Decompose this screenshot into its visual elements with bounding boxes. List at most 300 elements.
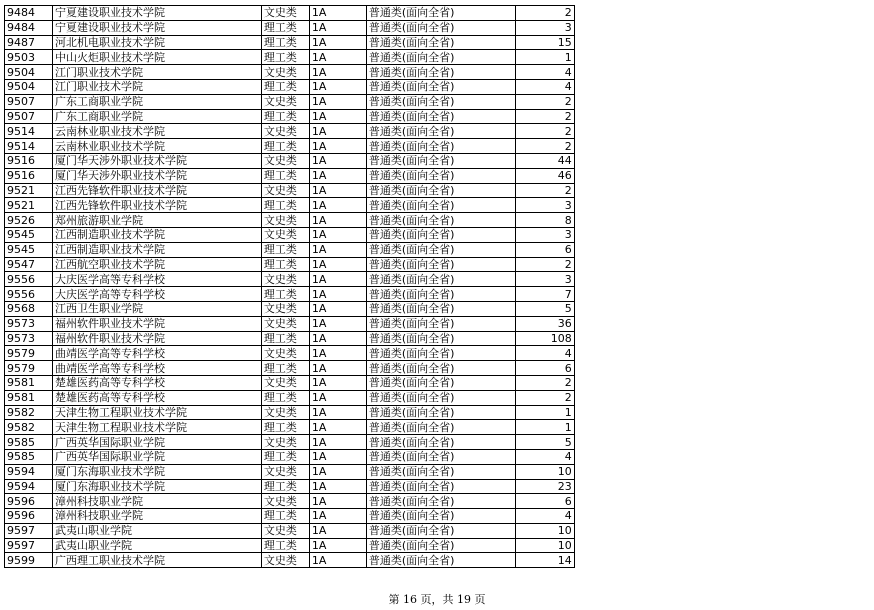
blank-cell xyxy=(574,509,874,524)
category-cell: 理工类 xyxy=(261,168,309,183)
blank-cell xyxy=(574,109,874,124)
quota-cell: 1 xyxy=(515,420,574,435)
table-row xyxy=(5,553,874,568)
school-name-cell: 江西先锋软件职业技术学院 xyxy=(52,183,261,198)
school-code-cell: 9581 xyxy=(5,375,53,390)
table-row xyxy=(5,213,874,228)
school-code-cell: 9556 xyxy=(5,287,53,302)
school-name-cell: 广东工商职业学院 xyxy=(52,109,261,124)
plan-type-cell: 普通类(面向全省) xyxy=(366,6,515,21)
batch-cell: 1A xyxy=(309,183,366,198)
category-cell: 理工类 xyxy=(261,390,309,405)
school-code-cell: 9484 xyxy=(5,6,53,21)
plan-type-cell: 普通类(面向全省) xyxy=(366,509,515,524)
quota-cell: 6 xyxy=(515,361,574,376)
quota-cell: 23 xyxy=(515,479,574,494)
blank-cell xyxy=(574,390,874,405)
blank-cell xyxy=(574,35,874,50)
category-cell: 文史类 xyxy=(261,375,309,390)
blank-cell xyxy=(574,301,874,316)
category-cell: 文史类 xyxy=(261,464,309,479)
quota-cell: 14 xyxy=(515,553,574,568)
school-name-cell: 楚雄医药高等专科学校 xyxy=(52,390,261,405)
batch-cell: 1A xyxy=(309,523,366,538)
school-name-cell: 江门职业技术学院 xyxy=(52,65,261,80)
category-cell: 理工类 xyxy=(261,449,309,464)
school-code-cell: 9568 xyxy=(5,301,53,316)
batch-cell: 1A xyxy=(309,153,366,168)
school-code-cell: 9594 xyxy=(5,464,53,479)
category-cell: 理工类 xyxy=(261,257,309,272)
blank-cell xyxy=(574,257,874,272)
plan-type-cell: 普通类(面向全省) xyxy=(366,124,515,139)
plan-type-cell: 普通类(面向全省) xyxy=(366,449,515,464)
school-name-cell: 广西英华国际职业学院 xyxy=(52,435,261,450)
school-code-cell: 9507 xyxy=(5,109,53,124)
school-name-cell: 江西制造职业技术学院 xyxy=(52,227,261,242)
school-name-cell: 宁夏建设职业技术学院 xyxy=(52,20,261,35)
table-row xyxy=(5,50,874,65)
batch-cell: 1A xyxy=(309,50,366,65)
blank-cell xyxy=(574,464,874,479)
table-row xyxy=(5,346,874,361)
category-cell: 理工类 xyxy=(261,361,309,376)
quota-cell: 8 xyxy=(515,213,574,228)
category-cell: 理工类 xyxy=(261,242,309,257)
table-row xyxy=(5,316,874,331)
table-row xyxy=(5,35,874,50)
blank-cell xyxy=(574,183,874,198)
quota-cell: 2 xyxy=(515,109,574,124)
blank-cell xyxy=(574,272,874,287)
table-row xyxy=(5,494,874,509)
batch-cell: 1A xyxy=(309,139,366,154)
blank-cell xyxy=(574,346,874,361)
school-name-cell: 广西英华国际职业学院 xyxy=(52,449,261,464)
blank-cell xyxy=(574,153,874,168)
table-row xyxy=(5,435,874,450)
quota-cell: 10 xyxy=(515,538,574,553)
category-cell: 文史类 xyxy=(261,346,309,361)
blank-cell xyxy=(574,50,874,65)
school-name-cell: 云南林业职业技术学院 xyxy=(52,124,261,139)
school-code-cell: 9596 xyxy=(5,509,53,524)
table-row xyxy=(5,153,874,168)
plan-type-cell: 普通类(面向全省) xyxy=(366,538,515,553)
category-cell: 文史类 xyxy=(261,435,309,450)
table-row xyxy=(5,257,874,272)
table-row xyxy=(5,198,874,213)
category-cell: 文史类 xyxy=(261,553,309,568)
table-row xyxy=(5,272,874,287)
school-name-cell: 江西制造职业技术学院 xyxy=(52,242,261,257)
school-code-cell: 9579 xyxy=(5,346,53,361)
category-cell: 文史类 xyxy=(261,153,309,168)
category-cell: 文史类 xyxy=(261,65,309,80)
quota-cell: 5 xyxy=(515,435,574,450)
table-row xyxy=(5,242,874,257)
category-cell: 理工类 xyxy=(261,479,309,494)
batch-cell: 1A xyxy=(309,346,366,361)
quota-cell: 6 xyxy=(515,242,574,257)
table-row xyxy=(5,390,874,405)
school-code-cell: 9594 xyxy=(5,479,53,494)
plan-type-cell: 普通类(面向全省) xyxy=(366,479,515,494)
plan-type-cell: 普通类(面向全省) xyxy=(366,198,515,213)
school-code-cell: 9507 xyxy=(5,94,53,109)
table-row xyxy=(5,6,874,21)
table-row xyxy=(5,109,874,124)
blank-cell xyxy=(574,20,874,35)
quota-cell: 2 xyxy=(515,6,574,21)
school-code-cell: 9582 xyxy=(5,420,53,435)
quota-cell: 36 xyxy=(515,316,574,331)
plan-type-cell: 普通类(面向全省) xyxy=(366,272,515,287)
plan-type-cell: 普通类(面向全省) xyxy=(366,420,515,435)
table-row xyxy=(5,79,874,94)
table-row xyxy=(5,124,874,139)
blank-cell xyxy=(574,168,874,183)
school-code-cell: 9545 xyxy=(5,227,53,242)
category-cell: 理工类 xyxy=(261,20,309,35)
quota-cell: 1 xyxy=(515,50,574,65)
table-row xyxy=(5,139,874,154)
batch-cell: 1A xyxy=(309,464,366,479)
table-row xyxy=(5,331,874,346)
batch-cell: 1A xyxy=(309,79,366,94)
school-code-cell: 9556 xyxy=(5,272,53,287)
blank-cell xyxy=(574,331,874,346)
category-cell: 理工类 xyxy=(261,331,309,346)
plan-type-cell: 普通类(面向全省) xyxy=(366,375,515,390)
batch-cell: 1A xyxy=(309,168,366,183)
school-code-cell: 9484 xyxy=(5,20,53,35)
batch-cell: 1A xyxy=(309,375,366,390)
category-cell: 文史类 xyxy=(261,124,309,139)
category-cell: 理工类 xyxy=(261,139,309,154)
plan-type-cell: 普通类(面向全省) xyxy=(366,213,515,228)
plan-type-cell: 普通类(面向全省) xyxy=(366,287,515,302)
batch-cell: 1A xyxy=(309,20,366,35)
school-code-cell: 9516 xyxy=(5,168,53,183)
batch-cell: 1A xyxy=(309,65,366,80)
plan-type-cell: 普通类(面向全省) xyxy=(366,65,515,80)
school-code-cell: 9526 xyxy=(5,213,53,228)
blank-cell xyxy=(574,79,874,94)
quota-cell: 2 xyxy=(515,124,574,139)
blank-cell xyxy=(574,213,874,228)
plan-type-cell: 普通类(面向全省) xyxy=(366,79,515,94)
school-code-cell: 9521 xyxy=(5,198,53,213)
school-code-cell: 9514 xyxy=(5,124,53,139)
plan-type-cell: 普通类(面向全省) xyxy=(366,242,515,257)
category-cell: 理工类 xyxy=(261,538,309,553)
quota-cell: 3 xyxy=(515,227,574,242)
blank-cell xyxy=(574,139,874,154)
quota-cell: 2 xyxy=(515,94,574,109)
plan-type-cell: 普通类(面向全省) xyxy=(366,523,515,538)
school-name-cell: 厦门华天涉外职业技术学院 xyxy=(52,168,261,183)
category-cell: 理工类 xyxy=(261,50,309,65)
batch-cell: 1A xyxy=(309,301,366,316)
table-row xyxy=(5,464,874,479)
category-cell: 文史类 xyxy=(261,405,309,420)
blank-cell xyxy=(574,94,874,109)
quota-cell: 46 xyxy=(515,168,574,183)
blank-cell xyxy=(574,449,874,464)
quota-cell: 44 xyxy=(515,153,574,168)
page-footer: 第 16 页，共 19 页 xyxy=(388,593,486,606)
category-cell: 文史类 xyxy=(261,213,309,228)
plan-type-cell: 普通类(面向全省) xyxy=(366,257,515,272)
school-name-cell: 福州软件职业技术学院 xyxy=(52,316,261,331)
category-cell: 文史类 xyxy=(261,316,309,331)
batch-cell: 1A xyxy=(309,449,366,464)
batch-cell: 1A xyxy=(309,509,366,524)
school-name-cell: 天津生物工程职业技术学院 xyxy=(52,405,261,420)
table-row xyxy=(5,509,874,524)
school-name-cell: 楚雄医药高等专科学校 xyxy=(52,375,261,390)
batch-cell: 1A xyxy=(309,124,366,139)
plan-type-cell: 普通类(面向全省) xyxy=(366,390,515,405)
quota-cell: 4 xyxy=(515,509,574,524)
quota-cell: 2 xyxy=(515,390,574,405)
school-code-cell: 9599 xyxy=(5,553,53,568)
category-cell: 理工类 xyxy=(261,509,309,524)
quota-cell: 4 xyxy=(515,65,574,80)
school-code-cell: 9487 xyxy=(5,35,53,50)
table-row xyxy=(5,301,874,316)
table-row xyxy=(5,94,874,109)
plan-type-cell: 普通类(面向全省) xyxy=(366,109,515,124)
school-name-cell: 福州软件职业技术学院 xyxy=(52,331,261,346)
school-name-cell: 大庆医学高等专科学校 xyxy=(52,272,261,287)
plan-type-cell: 普通类(面向全省) xyxy=(366,405,515,420)
school-code-cell: 9585 xyxy=(5,435,53,450)
school-name-cell: 云南林业职业技术学院 xyxy=(52,139,261,154)
blank-cell xyxy=(574,375,874,390)
batch-cell: 1A xyxy=(309,331,366,346)
category-cell: 文史类 xyxy=(261,301,309,316)
blank-cell xyxy=(574,435,874,450)
plan-type-cell: 普通类(面向全省) xyxy=(366,50,515,65)
blank-cell xyxy=(574,494,874,509)
school-name-cell: 武夷山职业学院 xyxy=(52,523,261,538)
blank-cell xyxy=(574,361,874,376)
batch-cell: 1A xyxy=(309,109,366,124)
school-name-cell: 曲靖医学高等专科学校 xyxy=(52,361,261,376)
school-name-cell: 厦门东海职业技术学院 xyxy=(52,464,261,479)
plan-type-cell: 普通类(面向全省) xyxy=(366,35,515,50)
batch-cell: 1A xyxy=(309,405,366,420)
school-name-cell: 厦门东海职业技术学院 xyxy=(52,479,261,494)
batch-cell: 1A xyxy=(309,257,366,272)
plan-type-cell: 普通类(面向全省) xyxy=(366,346,515,361)
quota-cell: 2 xyxy=(515,375,574,390)
batch-cell: 1A xyxy=(309,94,366,109)
quota-cell: 3 xyxy=(515,272,574,287)
batch-cell: 1A xyxy=(309,553,366,568)
quota-cell: 10 xyxy=(515,464,574,479)
school-code-cell: 9585 xyxy=(5,449,53,464)
batch-cell: 1A xyxy=(309,287,366,302)
table-row xyxy=(5,183,874,198)
category-cell: 理工类 xyxy=(261,35,309,50)
category-cell: 理工类 xyxy=(261,198,309,213)
school-code-cell: 9597 xyxy=(5,538,53,553)
table-row xyxy=(5,375,874,390)
school-name-cell: 武夷山职业学院 xyxy=(52,538,261,553)
category-cell: 文史类 xyxy=(261,94,309,109)
plan-type-cell: 普通类(面向全省) xyxy=(366,139,515,154)
category-cell: 文史类 xyxy=(261,272,309,287)
category-cell: 文史类 xyxy=(261,6,309,21)
plan-type-cell: 普通类(面向全省) xyxy=(366,183,515,198)
batch-cell: 1A xyxy=(309,198,366,213)
category-cell: 文史类 xyxy=(261,494,309,509)
blank-cell xyxy=(574,479,874,494)
batch-cell: 1A xyxy=(309,6,366,21)
batch-cell: 1A xyxy=(309,435,366,450)
school-code-cell: 9514 xyxy=(5,139,53,154)
plan-type-cell: 普通类(面向全省) xyxy=(366,464,515,479)
blank-cell xyxy=(574,287,874,302)
plan-type-cell: 普通类(面向全省) xyxy=(366,435,515,450)
category-cell: 文史类 xyxy=(261,227,309,242)
school-name-cell: 江西卫生职业学院 xyxy=(52,301,261,316)
school-name-cell: 曲靖医学高等专科学校 xyxy=(52,346,261,361)
school-code-cell: 9521 xyxy=(5,183,53,198)
table-row xyxy=(5,405,874,420)
category-cell: 理工类 xyxy=(261,109,309,124)
batch-cell: 1A xyxy=(309,35,366,50)
school-code-cell: 9516 xyxy=(5,153,53,168)
table-row xyxy=(5,287,874,302)
quota-cell: 4 xyxy=(515,346,574,361)
quota-cell: 4 xyxy=(515,79,574,94)
blank-cell xyxy=(574,523,874,538)
school-code-cell: 9581 xyxy=(5,390,53,405)
quota-cell: 3 xyxy=(515,20,574,35)
quota-cell: 7 xyxy=(515,287,574,302)
school-code-cell: 9597 xyxy=(5,523,53,538)
batch-cell: 1A xyxy=(309,390,366,405)
school-name-cell: 漳州科技职业学院 xyxy=(52,494,261,509)
school-name-cell: 江西先锋软件职业技术学院 xyxy=(52,198,261,213)
table-row xyxy=(5,538,874,553)
batch-cell: 1A xyxy=(309,420,366,435)
blank-cell xyxy=(574,65,874,80)
quota-cell: 2 xyxy=(515,183,574,198)
blank-cell xyxy=(574,124,874,139)
table-row xyxy=(5,20,874,35)
quota-cell: 3 xyxy=(515,198,574,213)
quota-cell: 2 xyxy=(515,139,574,154)
table-row xyxy=(5,65,874,80)
quota-cell: 5 xyxy=(515,301,574,316)
school-code-cell: 9596 xyxy=(5,494,53,509)
quota-cell: 1 xyxy=(515,405,574,420)
table-body xyxy=(5,6,874,568)
table-row xyxy=(5,227,874,242)
plan-type-cell: 普通类(面向全省) xyxy=(366,168,515,183)
plan-type-cell: 普通类(面向全省) xyxy=(366,361,515,376)
table-row xyxy=(5,361,874,376)
school-code-cell: 9573 xyxy=(5,316,53,331)
school-code-cell: 9573 xyxy=(5,331,53,346)
blank-cell xyxy=(574,242,874,257)
plan-type-cell: 普通类(面向全省) xyxy=(366,301,515,316)
plan-type-cell: 普通类(面向全省) xyxy=(366,494,515,509)
table-row xyxy=(5,420,874,435)
quota-cell: 108 xyxy=(515,331,574,346)
quota-cell: 4 xyxy=(515,449,574,464)
batch-cell: 1A xyxy=(309,538,366,553)
plan-type-cell: 普通类(面向全省) xyxy=(366,316,515,331)
blank-cell xyxy=(574,227,874,242)
blank-cell xyxy=(574,553,874,568)
table-row xyxy=(5,479,874,494)
batch-cell: 1A xyxy=(309,227,366,242)
school-name-cell: 天津生物工程职业技术学院 xyxy=(52,420,261,435)
table-row xyxy=(5,449,874,464)
plan-type-cell: 普通类(面向全省) xyxy=(366,153,515,168)
batch-cell: 1A xyxy=(309,242,366,257)
enrollment-table xyxy=(4,5,874,568)
category-cell: 文史类 xyxy=(261,523,309,538)
category-cell: 文史类 xyxy=(261,183,309,198)
table-row xyxy=(5,523,874,538)
blank-cell xyxy=(574,538,874,553)
batch-cell: 1A xyxy=(309,494,366,509)
quota-cell: 2 xyxy=(515,257,574,272)
blank-cell xyxy=(574,316,874,331)
school-name-cell: 漳州科技职业学院 xyxy=(52,509,261,524)
school-code-cell: 9582 xyxy=(5,405,53,420)
plan-type-cell: 普通类(面向全省) xyxy=(366,227,515,242)
school-name-cell: 广西理工职业技术学院 xyxy=(52,553,261,568)
school-code-cell: 9545 xyxy=(5,242,53,257)
school-name-cell: 河北机电职业技术学院 xyxy=(52,35,261,50)
school-name-cell: 宁夏建设职业技术学院 xyxy=(52,6,261,21)
batch-cell: 1A xyxy=(309,361,366,376)
school-name-cell: 中山火炬职业技术学院 xyxy=(52,50,261,65)
plan-type-cell: 普通类(面向全省) xyxy=(366,331,515,346)
quota-cell: 15 xyxy=(515,35,574,50)
plan-type-cell: 普通类(面向全省) xyxy=(366,20,515,35)
blank-cell xyxy=(574,405,874,420)
table-row xyxy=(5,168,874,183)
school-code-cell: 9547 xyxy=(5,257,53,272)
school-name-cell: 大庆医学高等专科学校 xyxy=(52,287,261,302)
school-name-cell: 江门职业技术学院 xyxy=(52,79,261,94)
school-code-cell: 9504 xyxy=(5,79,53,94)
school-code-cell: 9579 xyxy=(5,361,53,376)
category-cell: 理工类 xyxy=(261,420,309,435)
batch-cell: 1A xyxy=(309,272,366,287)
quota-cell: 10 xyxy=(515,523,574,538)
blank-cell xyxy=(574,198,874,213)
quota-cell: 6 xyxy=(515,494,574,509)
school-name-cell: 江西航空职业技术学院 xyxy=(52,257,261,272)
blank-cell xyxy=(574,420,874,435)
category-cell: 理工类 xyxy=(261,79,309,94)
batch-cell: 1A xyxy=(309,479,366,494)
school-name-cell: 厦门华天涉外职业技术学院 xyxy=(52,153,261,168)
batch-cell: 1A xyxy=(309,316,366,331)
school-code-cell: 9504 xyxy=(5,65,53,80)
category-cell: 理工类 xyxy=(261,287,309,302)
